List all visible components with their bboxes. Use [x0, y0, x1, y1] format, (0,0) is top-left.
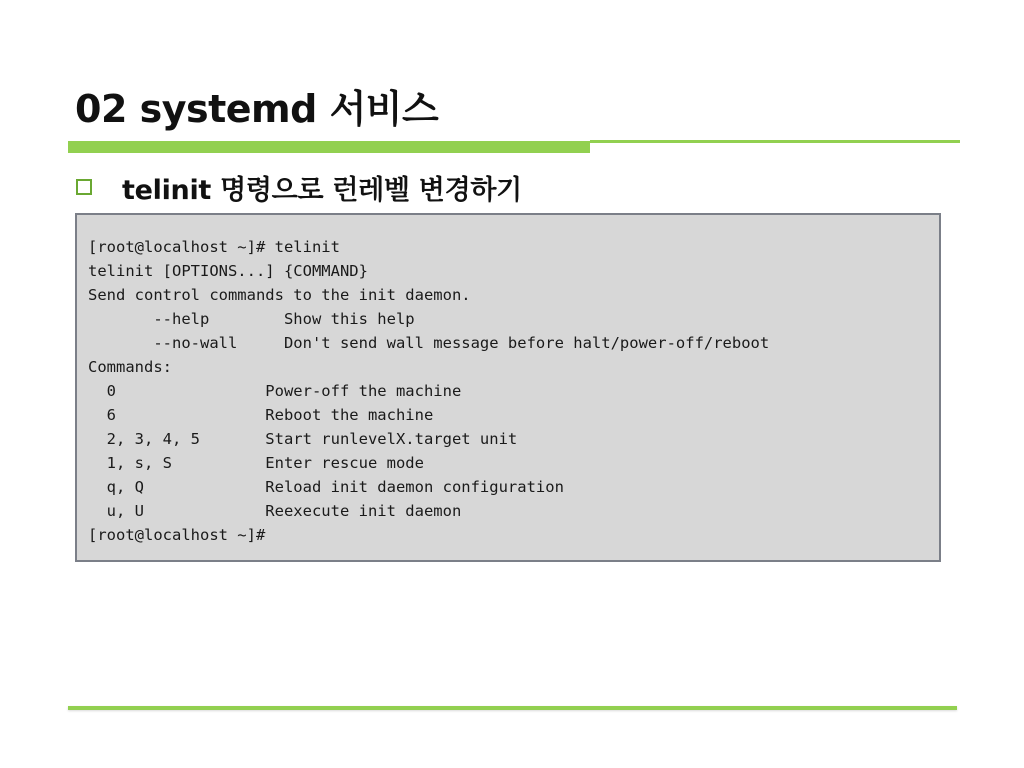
terminal-line: [root@localhost ~]#	[88, 526, 266, 544]
terminal-line: telinit [OPTIONS...] {COMMAND}	[88, 262, 368, 280]
terminal-line: 2, 3, 4, 5 Start runlevelX.target unit	[88, 430, 518, 448]
terminal-line: [root@localhost ~]# telinit	[88, 238, 340, 256]
square-bullet-icon	[76, 179, 92, 195]
slide-title: 02 systemd 서비스	[75, 87, 439, 131]
title-underline-thin	[590, 140, 960, 143]
terminal-line: 0 Power-off the machine	[88, 382, 462, 400]
terminal-line: Commands:	[88, 358, 172, 376]
terminal-line: q, Q Reload init daemon configuration	[88, 478, 564, 496]
terminal-line: --no-wall Don't send wall message before halt/power-off/reboot	[88, 334, 770, 352]
title-underline-thick	[68, 141, 590, 153]
terminal-line: u, U Reexecute init daemon	[88, 502, 462, 520]
bullet-text: telinit 명령으로 런레벨 변경하기	[122, 174, 522, 206]
bullet-item	[76, 170, 522, 204]
terminal-output-box	[75, 213, 941, 562]
terminal-line: --help Show this help	[88, 310, 415, 328]
terminal-line: 6 Reboot the machine	[88, 406, 434, 424]
terminal-line: Send control commands to the init daemon.	[88, 286, 471, 304]
terminal-line: 1, s, S Enter rescue mode	[88, 454, 424, 472]
footer-rule	[68, 706, 957, 710]
